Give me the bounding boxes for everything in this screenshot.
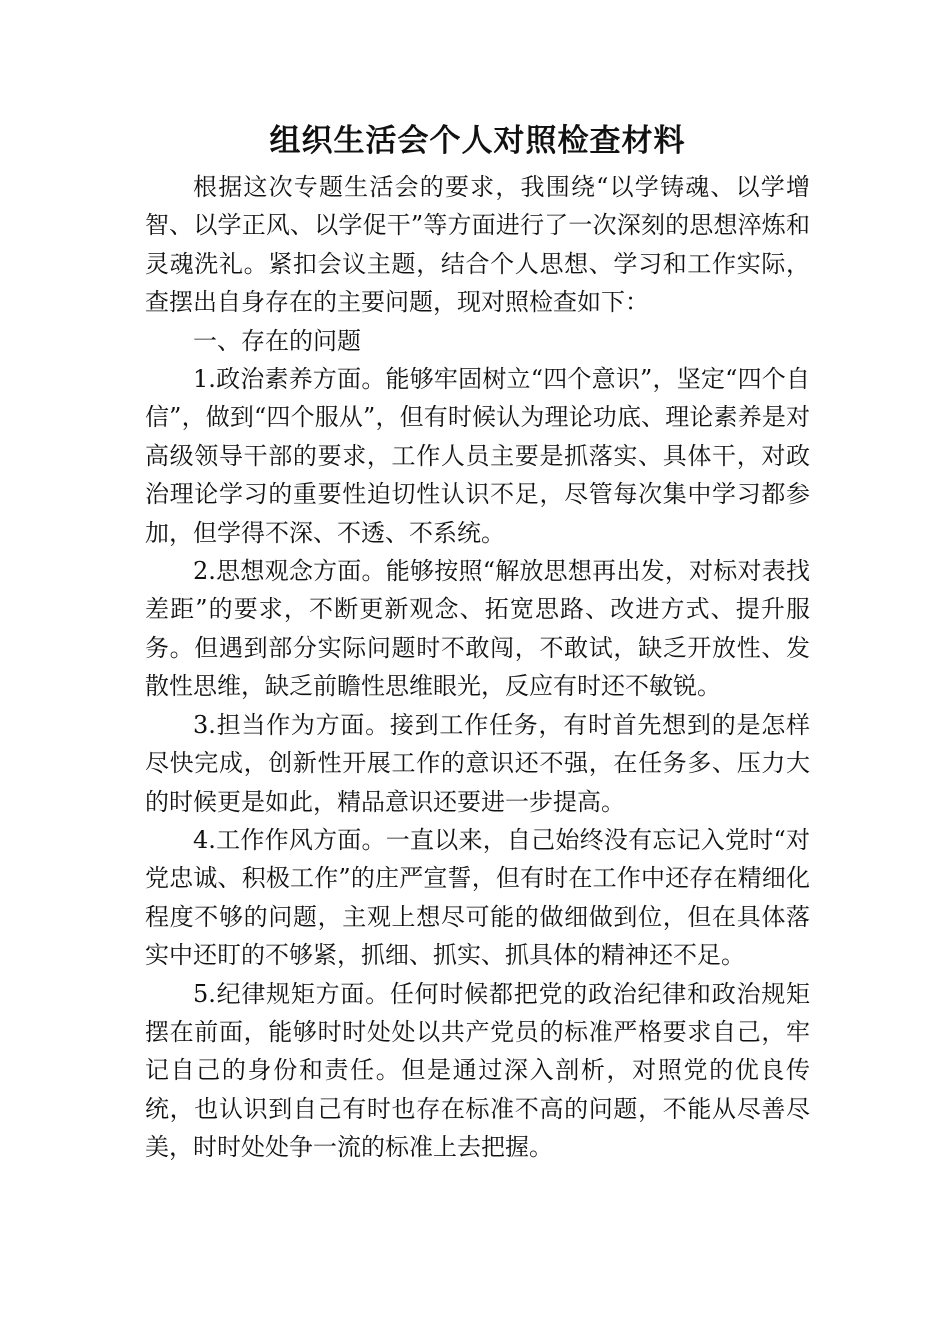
intro-paragraph: 根据这次专题生活会的要求，我围绕“以学铸魂、以学增智、以学正风、以学促干”等方面进行了一次深刻的思想淬炼和灵魂洗礼。紧扣会议主题，结合个人思想、学习和工作实际，查摆出自身存在的主要问题，现对照检查如下： (145, 173, 810, 317)
document-page (145, 118, 810, 1167)
section-heading: 一、存在的问题 (193, 326, 361, 355)
item-responsibility: 3.担当作为方面。接到工作任务，有时首先想到的是怎样尽快完成，创新性开展工作的意识还不强，在任务多、压力大的时候更是如此，精品意识还要进一步提高。 (145, 710, 810, 816)
item-work-style: 4.工作作风方面。一直以来，自己始终没有忘记入党时“对党忠诚、积极工作”的庄严宣誓，但有时在工作中还存在精细化程度不够的问题，主观上想尽可能的做细做到位，但在具体落实中还盯的不够紧，抓细、抓实、抓具体的精神还不足。 (145, 825, 810, 970)
item-ideological-concepts: 2.思想观念方面。能够按照“解放思想再出发，对标对表找差距”的要求，不断更新观念、拓宽思路、改进方式、提升服务。但遇到部分实际问题时不敢闯，不敢试，缺乏开放性、发散性思维，缺乏前瞻性思维眼光，反应有时还不敏锐。 (145, 557, 810, 701)
item-discipline-rules: 5.纪律规矩方面。任何时候都把党的政治纪律和政治规矩摆在前面，能够时时处处以共产党员的标准严格要求自己，牢记自己的身份和责任。但是通过深入剖析，对照党的优良传统，也认识到自己有时也存在标准不高的问题，不能从尽善尽美，时时处处争一流的标准上去把握。 (145, 979, 810, 1162)
item-political-quality: 1.政治素养方面。能够牢固树立“四个意识”，坚定“四个自信”，做到“四个服从”，但有时候认为理论功底、理论素养是对高级领导干部的要求，工作人员主要是抓落实、具体干，对政治理论学习的重要性迫切性认识不足，尽管每次集中学习都参加，但学得不深、不透、不系统。 (145, 365, 810, 547)
document-title: 组织生活会个人对照检查材料 (269, 123, 686, 159)
